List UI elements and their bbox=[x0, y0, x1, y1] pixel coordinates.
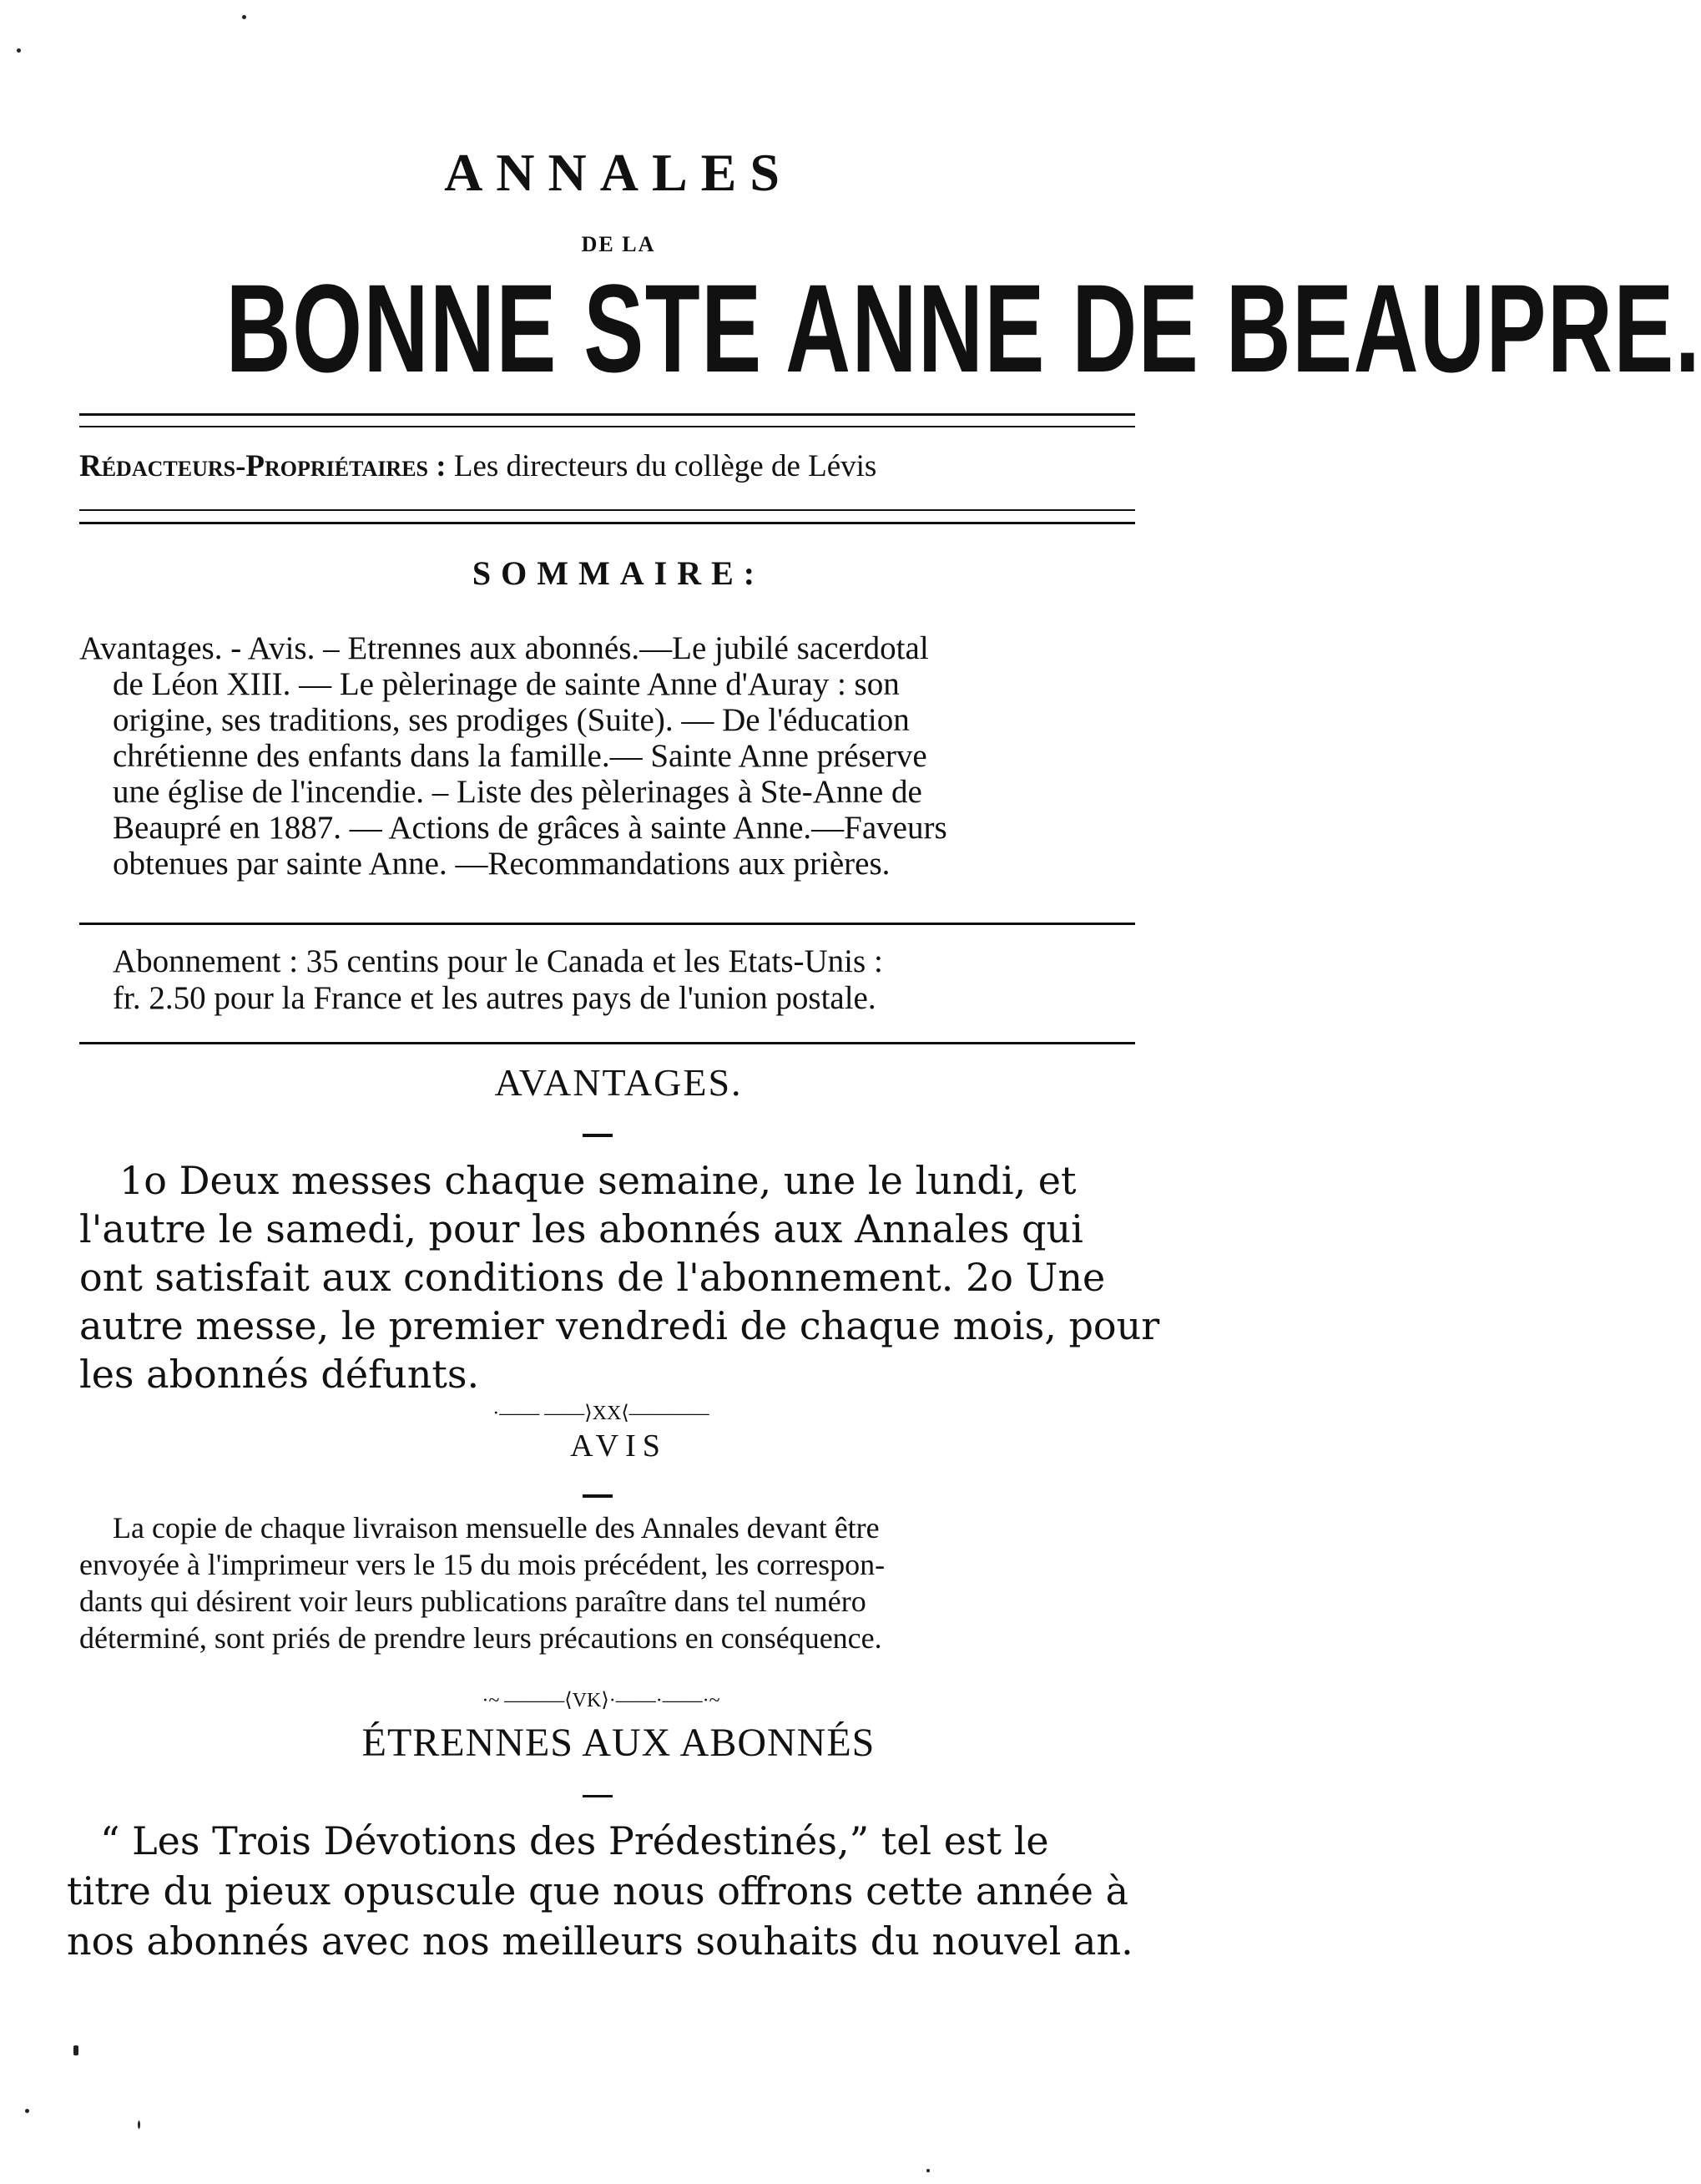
masthead-annales: ANNALES bbox=[444, 143, 793, 202]
etrennes-line: nos abonnés avec nos meilleurs souhaits du nouvel an. bbox=[67, 1919, 1133, 1964]
print-speck bbox=[25, 2109, 29, 2113]
section-dash bbox=[583, 1795, 613, 1797]
avantages-line: les abonnés défunts. bbox=[79, 1352, 480, 1397]
avantages-line: l'autre le samedi, pour les abonnés aux Annales qui bbox=[79, 1206, 1083, 1251]
redacteurs-line bbox=[79, 448, 1135, 484]
abonnement-line: Abonnement : 35 centins pour le Canada et les Etats-Unis : bbox=[113, 943, 883, 979]
rule-mid-thick bbox=[79, 522, 1135, 524]
sommaire-line: de Léon XIII. — Le pèlerinage de sainte Anne d'Auray : son bbox=[113, 666, 900, 702]
avis-line: La copie de chaque livraison mensuelle des Annales devant être bbox=[113, 1511, 880, 1544]
rule-mid bbox=[79, 509, 1135, 511]
print-speck bbox=[926, 2169, 930, 2172]
avis-heading: AVIS bbox=[570, 1428, 667, 1464]
etrennes-line: “ Les Trois Dévotions des Prédestinés,” tel est le bbox=[100, 1818, 1049, 1863]
print-speck bbox=[73, 2045, 78, 2055]
redacteurs-value: Les directeurs du collège de Lévis bbox=[453, 449, 877, 483]
etrennes-text bbox=[67, 1816, 1139, 1966]
sommaire-line: une église de l'incendie. – Liste des pèlerinages à Ste-Anne de bbox=[113, 774, 922, 810]
section-dash bbox=[583, 1134, 613, 1137]
avis-line: envoyée à l'imprimeur vers le 15 du mois précédent, les correspon- bbox=[79, 1548, 886, 1581]
sommaire-line: Avantages. - Avis. – Etrennes aux abonnés.—Le jubilé sacerdotal bbox=[79, 630, 929, 666]
abonnement-line: fr. 2.50 pour la France et les autres pays de l'union postale. bbox=[113, 980, 876, 1016]
avis-text bbox=[79, 1509, 1135, 1656]
etrennes-line: titre du pieux opuscule que nous offrons cette année à bbox=[67, 1868, 1129, 1914]
avis-line: déterminé, sont priés de prendre leurs précautions en conséquence. bbox=[79, 1621, 882, 1655]
print-speck bbox=[242, 15, 246, 19]
print-speck bbox=[17, 48, 21, 53]
avantages-heading: AVANTAGES. bbox=[494, 1061, 743, 1104]
rule-after-abonnement bbox=[79, 1042, 1135, 1044]
avantages-text bbox=[79, 1156, 1160, 1398]
rule-top bbox=[79, 413, 1135, 416]
rule-top-thin bbox=[79, 426, 1135, 427]
avantages-line: 1o Deux messes chaque semaine, une le lundi, et bbox=[119, 1158, 1077, 1203]
masthead-de-la: DE LA bbox=[581, 232, 656, 256]
section-dash bbox=[583, 1494, 613, 1498]
sommaire-line: Beaupré en 1887. — Actions de grâces à sainte Anne.—Faveurs bbox=[113, 810, 947, 846]
sommaire-line: chrétienne des enfants dans la famille.— Sainte Anne préserve bbox=[113, 738, 927, 774]
avantages-line: autre messe, le premier vendredi de chaque mois, pour bbox=[79, 1303, 1160, 1348]
etrennes-heading: ÉTRENNES AUX ABONNÉS bbox=[361, 1721, 876, 1765]
abonnement-text bbox=[79, 943, 1135, 1017]
sommaire-text bbox=[79, 630, 1135, 882]
ornament-divider: ·—— ——⟩XX⟨———— bbox=[492, 1403, 709, 1424]
masthead-title: BONNE STE ANNE DE BEAUPRE. bbox=[225, 258, 1701, 398]
print-speck bbox=[138, 2121, 140, 2129]
redacteurs-label: Rédacteurs-Propriétaires : bbox=[79, 449, 447, 483]
sommaire-line: obtenues par sainte Anne. —Recommandations aux prières. bbox=[113, 846, 891, 882]
avis-line: dants qui désirent voir leurs publications paraître dans tel numéro bbox=[79, 1585, 866, 1618]
sommaire-heading: SOMMAIRE: bbox=[472, 554, 765, 592]
rule-after-sommaire bbox=[79, 923, 1135, 925]
avantages-line: ont satisfait aux conditions de l'abonnement. 2o Une bbox=[79, 1255, 1106, 1300]
ornament-divider: ·~ ———⟨VK⟩·——·——·~ bbox=[482, 1690, 720, 1711]
sommaire-line: origine, ses traditions, ses prodiges (Suite). — De l'éducation bbox=[113, 702, 910, 738]
